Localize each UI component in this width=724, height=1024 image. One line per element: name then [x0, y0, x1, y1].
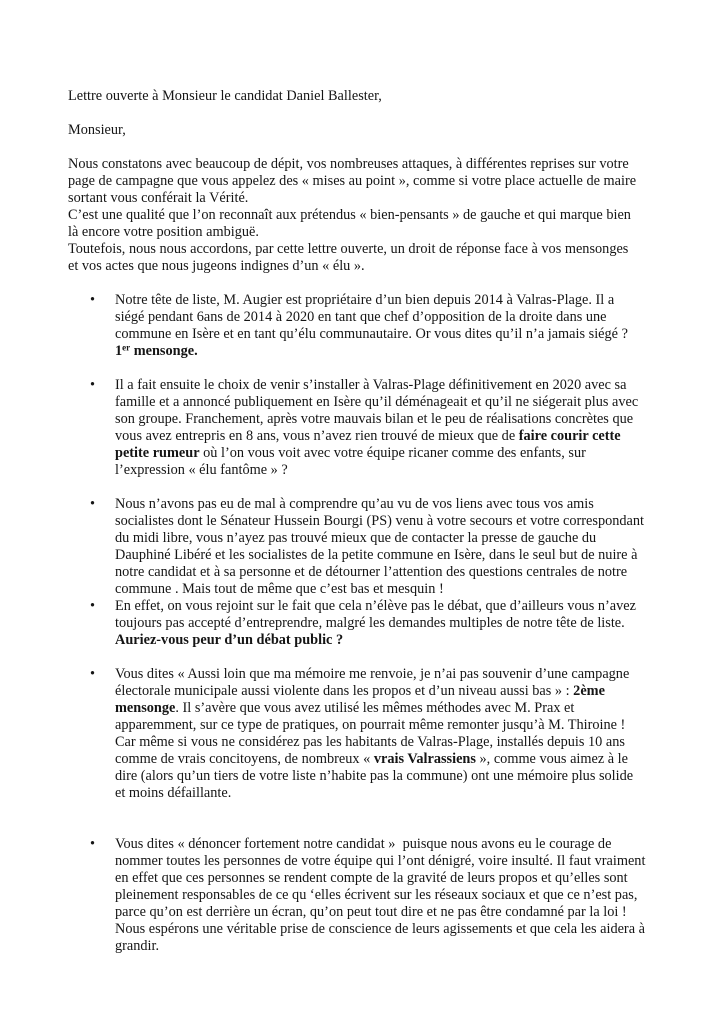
text-line	[115, 904, 664, 921]
bullet-marker-icon: •	[90, 496, 96, 512]
text-line	[68, 190, 664, 207]
text-line	[115, 343, 664, 360]
bullet-marker-icon: •	[90, 836, 96, 852]
text-run: Nous espérons une véritable prise de conscience de leurs agissements et que cela les aidera à	[115, 921, 645, 937]
bullet-5	[68, 666, 664, 802]
bullet-2	[68, 377, 664, 479]
text-run: commune en Isère et en tant qu’élu communautaire. Or vous dites qu’il n’a jamais siégé ?	[115, 326, 628, 342]
emphasis-text-run: faire courir cette	[518, 428, 621, 444]
text-run: apparemment, sur ce type de pratiques, on pourrait même remonter jusqu’à M. Thiroine !	[115, 717, 626, 733]
letter-body	[68, 88, 664, 955]
text-run: commune . Mais tout de même que c’est bas et mesquin !	[115, 581, 444, 597]
text-run: Monsieur,	[68, 122, 126, 138]
text-line	[115, 751, 664, 768]
text-run: page de campagne que vous appelez des « mises au point », comme si votre place actuelle de maire	[68, 173, 637, 189]
text-run: son groupe. Franchement, après votre mauvais bilan et le peu de réalisations concrètes que	[115, 411, 634, 427]
text-run: électorale municipale aussi violente dans les propos et d’un niveau aussi bas » :	[115, 683, 574, 699]
text-line	[68, 258, 664, 275]
text-run: Vous dites « dénoncer fortement notre candidat » puisque nous avons eu le courage de	[115, 836, 612, 852]
text-run: Car même si vous ne considérez pas les habitants de Valras-Plage, installés depuis 10 ans	[115, 734, 625, 750]
text-line	[115, 530, 664, 547]
text-run: toujours pas accepté d’entreprendre, malgré les demandes multiples de notre tête de liste.	[115, 615, 625, 631]
text-line	[68, 156, 664, 173]
text-line	[68, 241, 664, 258]
text-line	[115, 292, 664, 309]
text-run: Il a fait ensuite le choix de venir s’installer à Valras-Plage définitivement en 2020 avec sa	[115, 377, 627, 393]
text-run: Notre tête de liste, M. Augier est propriétaire d’un bien depuis 2014 à Valras-Plage. Il a	[115, 292, 615, 308]
text-run: pleinement responsables de ce qu ‘elles écrivent sur les réseaux sociaux et que ce n’est pas,	[115, 887, 638, 903]
text-run: l’expression « élu fantôme » ?	[115, 462, 288, 478]
text-line	[115, 836, 664, 853]
text-run: du midi libre, vous n’ayez pas trouvé mieux que de contacter la presse de gauche du	[115, 530, 597, 546]
text-run: et moins défaillante.	[115, 785, 232, 801]
text-line	[115, 700, 664, 717]
text-run: dire (alors qu’un tiers de votre liste n’habite pas la commune) ont une mémoire plus solide	[115, 768, 634, 784]
text-line	[68, 88, 664, 105]
spacer	[68, 275, 664, 292]
text-run: En effet, on vous rejoint sur le fait que cela n’élève pas le débat, que d’ailleurs vous n’avez	[115, 598, 636, 614]
text-run: notre candidat et à sa personne et de détourner l’attention des questions centrales de notre	[115, 564, 628, 580]
text-line	[115, 598, 664, 615]
bullet-3	[68, 496, 664, 598]
text-run: comme de vrais concitoyens, de nombreux «	[115, 751, 374, 767]
text-run: Lettre ouverte à Monsieur le candidat Daniel Ballester,	[68, 88, 382, 104]
greeting	[68, 122, 664, 139]
text-line	[115, 734, 664, 751]
bullet-4	[68, 598, 664, 649]
text-run: grandir.	[115, 938, 160, 954]
text-run: », comme vous aimez à le	[475, 751, 629, 767]
emphasis-text-run: vrais Valrassiens	[373, 751, 476, 767]
text-line	[115, 377, 664, 394]
text-line	[115, 887, 664, 904]
text-run: Toutefois, nous nous accordons, par cette lettre ouverte, un droit de réponse face à vos mensonges	[68, 241, 629, 257]
text-line	[68, 224, 664, 241]
text-line	[115, 564, 664, 581]
text-line	[115, 666, 664, 683]
text-run: sortant vous conférait la Vérité.	[68, 190, 249, 206]
text-line	[115, 309, 664, 326]
text-run: et vos actes que nous jugeons indignes d’un « élu ».	[68, 258, 365, 274]
text-line	[115, 632, 664, 649]
text-run: . Il s’avère que vous avez utilisé les mêmes méthodes avec M. Prax et	[175, 700, 575, 716]
text-run: Vous dites « Aussi loin que ma mémoire me renvoie, je n’ai pas souvenir d’une campagne	[115, 666, 630, 682]
title-line	[68, 88, 664, 105]
text-run: Nous n’avons pas eu de mal à comprendre qu’au vu de vos liens avec tous vos amis	[115, 496, 594, 512]
emphasis-text-run: 1	[115, 343, 123, 359]
spacer	[68, 649, 664, 666]
bullet-marker-icon: •	[90, 666, 96, 682]
emphasis-text-run: er	[122, 342, 131, 353]
text-line	[115, 615, 664, 632]
spacer	[68, 360, 664, 377]
spacer	[68, 479, 664, 496]
text-line	[115, 462, 664, 479]
text-line	[115, 921, 664, 938]
text-line	[115, 938, 664, 955]
emphasis-text-run: mensonge	[115, 700, 176, 716]
text-run: Dauphiné Libéré et les socialistes de la petite commune en Isère, dans le seul but de nuire à	[115, 547, 638, 563]
text-run: nommer toutes les personnes de votre équipe qui l’ont dénigré, voire insulté. Il faut vraiment	[115, 853, 646, 869]
emphasis-text-run: mensonge.	[130, 343, 198, 359]
text-line	[115, 428, 664, 445]
text-run: là encore votre position ambiguë.	[68, 224, 259, 240]
text-line	[115, 547, 664, 564]
bullet-1	[68, 292, 664, 360]
text-line	[115, 683, 664, 700]
emphasis-text-run: 2ème	[573, 683, 605, 699]
text-line	[115, 581, 664, 598]
bullet-marker-icon: •	[90, 292, 96, 308]
text-run: Nous constatons avec beaucoup de dépit, vos nombreuses attaques, à différentes reprises sur votre	[68, 156, 629, 172]
text-line	[115, 853, 664, 870]
text-line	[115, 411, 664, 428]
intro-paragraph	[68, 156, 664, 275]
text-line	[115, 326, 664, 343]
text-run: vous avez entrepris en 8 ans, vous n’avez rien trouvé de mieux que de	[115, 428, 519, 444]
bullet-marker-icon: •	[90, 377, 96, 393]
text-run: en effet que ces personnes se rendent compte de la gravité de leurs propos et qu’elles sont	[115, 870, 628, 886]
text-line	[115, 513, 664, 530]
text-line	[115, 394, 664, 411]
text-run: siégé pendant 6ans de 2014 à 2020 en tant que chef d’opposition de la droite dans une	[115, 309, 607, 325]
text-line	[68, 173, 664, 190]
emphasis-text-run: petite rumeur	[115, 445, 200, 461]
text-run: famille et a annoncé publiquement en Isère qu’il déménageait et qu’il ne siégerait plus avec	[115, 394, 639, 410]
text-line	[115, 717, 664, 734]
text-line	[115, 445, 664, 462]
text-run: C’est une qualité que l’on reconnaît aux prétendus « bien-pensants » de gauche et qui marque bien	[68, 207, 631, 223]
spacer	[68, 802, 664, 836]
text-run: parce qu’on est derrière un écran, qu’on peut tout dire et ne pas être condamné par la loi !	[115, 904, 627, 920]
spacer	[68, 139, 664, 156]
emphasis-text-run: Auriez-vous peur d’un débat public ?	[115, 632, 344, 648]
text-line	[115, 870, 664, 887]
text-line	[115, 785, 664, 802]
spacer	[68, 105, 664, 122]
text-run: socialistes dont le Sénateur Hussein Bourgi (PS) venu à votre secours et votre correspondant	[115, 513, 644, 529]
text-run: où l’on vous voit avec votre équipe ricaner comme des enfants, sur	[199, 445, 586, 461]
text-line	[68, 207, 664, 224]
text-line	[115, 496, 664, 513]
bullet-marker-icon: •	[90, 598, 96, 614]
text-line	[115, 768, 664, 785]
text-line	[68, 122, 664, 139]
bullet-6	[68, 836, 664, 955]
